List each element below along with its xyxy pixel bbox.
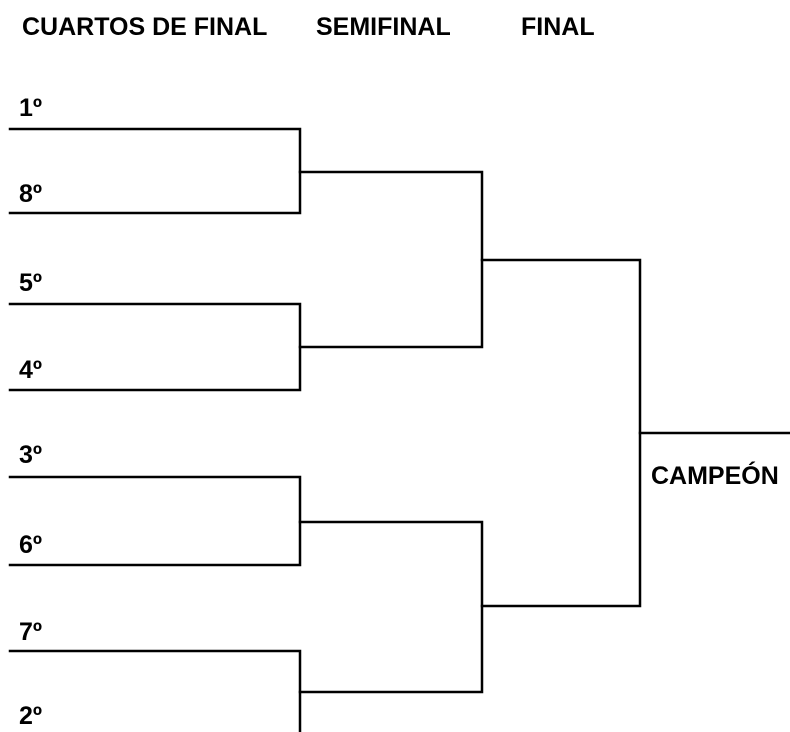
champion-label: CAMPEÓN <box>651 462 779 490</box>
seed-label-7: 7º <box>19 618 43 646</box>
seed-label-2: 2º <box>19 702 43 730</box>
seed-label-5: 5º <box>19 269 43 297</box>
round-label-final: FINAL <box>521 13 595 41</box>
seed-label-3: 3º <box>19 441 43 469</box>
round-label-semifinal: SEMIFINAL <box>316 13 451 41</box>
quarterfinal-match-2-line <box>10 304 300 390</box>
round-label-quarterfinals: CUARTOS DE FINAL <box>22 13 268 41</box>
final-match-line <box>482 260 640 606</box>
semifinal-match-2-line <box>300 522 482 692</box>
quarterfinal-match-3-line <box>10 477 300 565</box>
semifinal-match-1-line <box>300 172 482 347</box>
seed-label-1: 1º <box>19 94 43 122</box>
seed-label-6: 6º <box>19 531 43 559</box>
seed-label-8: 8º <box>19 180 43 208</box>
seed-label-4: 4º <box>19 356 43 384</box>
quarterfinal-match-1-line <box>10 129 300 213</box>
quarterfinal-match-4-line <box>10 651 300 732</box>
